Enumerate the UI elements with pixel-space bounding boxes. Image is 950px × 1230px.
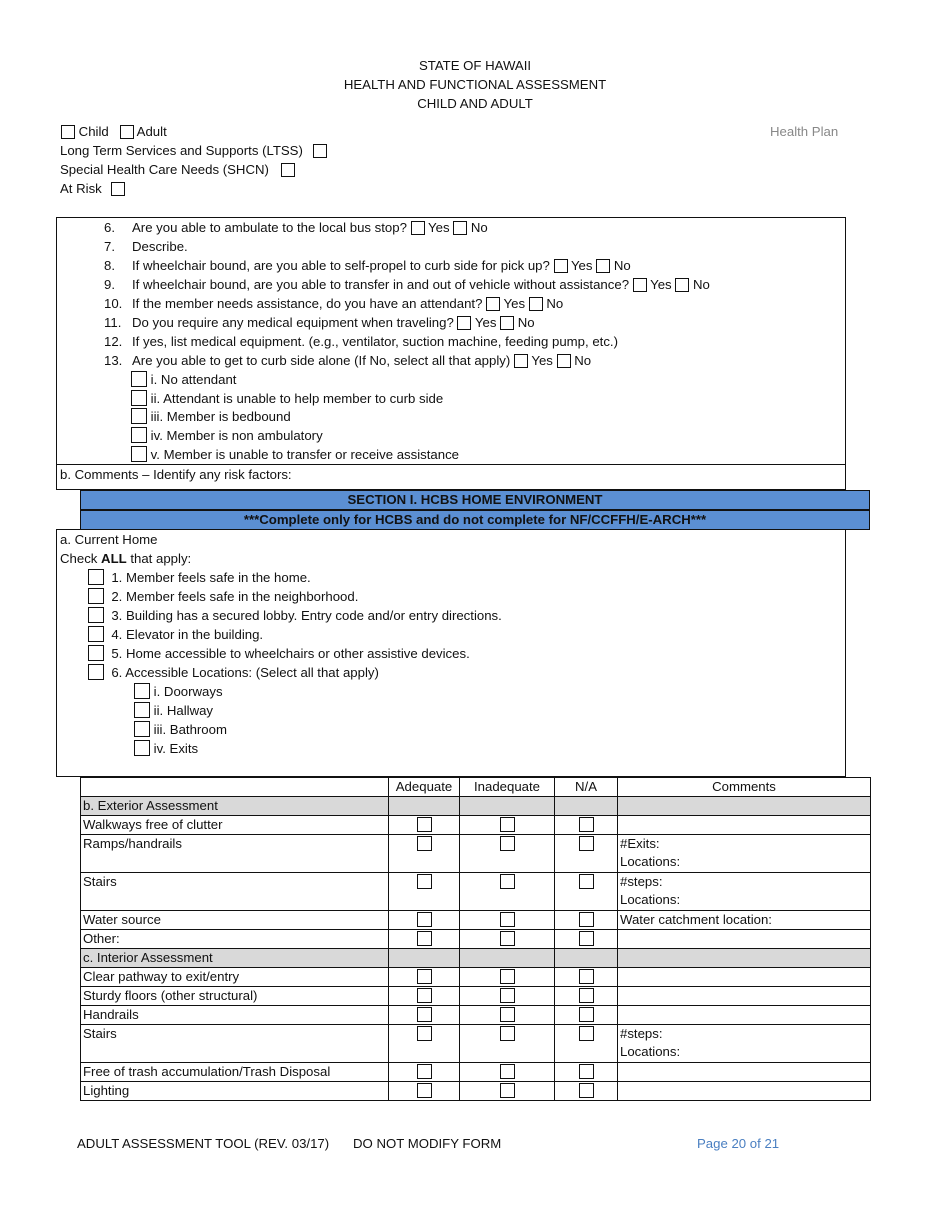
adequate-checkbox[interactable] [417,988,432,1003]
home-item-3: 3. Building has a secured lobby. Entry code and/or entry directions. [88,606,502,625]
q9-no-checkbox[interactable] [675,278,689,292]
q6-no-checkbox[interactable] [453,221,467,235]
inadequate-checkbox[interactable] [500,1064,515,1079]
q13-sub-ii-checkbox[interactable] [131,390,147,406]
na-checkbox[interactable] [579,912,594,927]
location-exits: iv. Exits [134,739,198,758]
ltss-label: Long Term Services and Supports (LTSS) [60,143,303,158]
comment-cell[interactable]: #steps: Locations: [618,1025,871,1063]
location-bathroom-checkbox[interactable] [134,721,150,737]
na-checkbox[interactable] [579,836,594,851]
table-row [81,1082,871,1101]
location-hallway: ii. Hallway [134,701,213,720]
table-row [81,1025,871,1063]
row-label: Clear pathway to exit/entry [81,968,389,987]
comment-cell[interactable] [618,968,871,987]
table-row [81,911,871,930]
child-option [61,122,167,141]
q13-sub-iii: iii. Member is bedbound [131,407,291,426]
question-8: 8. If wheelchair bound, are you able to self-propel to curb side for pick up? Yes No [104,258,631,273]
child-label: Child [78,124,109,139]
table-row [81,968,871,987]
comments-label: b. Comments – Identify any risk factors: [60,467,292,482]
na-checkbox[interactable] [579,1026,594,1041]
header-na: N/A [555,778,618,797]
q8-yes-checkbox[interactable] [554,259,568,273]
location-bathroom: iii. Bathroom [134,720,227,739]
at-risk-label: At Risk [60,181,102,196]
shcn-label: Special Health Care Needs (SHCN) [60,162,269,177]
table-row [81,930,871,949]
home-item-5-checkbox[interactable] [88,645,104,661]
adequate-checkbox[interactable] [417,874,432,889]
shcn-option [60,160,295,179]
question-7: 7. Describe. [104,239,188,254]
location-doorways: i. Doorways [134,682,223,701]
exterior-section-row [81,797,871,816]
home-item-2: 2. Member feels safe in the neighborhood. [88,587,358,606]
interior-section-title: c. Interior Assessment [81,949,389,968]
q11-yes-checkbox[interactable] [457,316,471,330]
q9-yes-checkbox[interactable] [633,278,647,292]
child-checkbox[interactable] [61,125,75,139]
inadequate-checkbox[interactable] [500,836,515,851]
at-risk-option [60,179,125,198]
q13-sub-v: v. Member is unable to transfer or receive assistance [131,445,459,464]
row-label: Other: [81,930,389,949]
adequate-checkbox[interactable] [417,817,432,832]
table-row [81,1006,871,1025]
comment-cell[interactable] [618,1006,871,1025]
q13-sub-iii-checkbox[interactable] [131,408,147,424]
home-item-4-checkbox[interactable] [88,626,104,642]
home-item-6: 6. Accessible Locations: (Select all that apply) [88,663,379,682]
home-item-6-checkbox[interactable] [88,664,104,680]
adequate-checkbox[interactable] [417,931,432,946]
q11-no-checkbox[interactable] [500,316,514,330]
table-row [81,1063,871,1082]
comment-cell[interactable] [618,1082,871,1101]
comment-cell[interactable]: #steps: Locations: [618,873,871,911]
header-adequate: Adequate [389,778,460,797]
location-exits-checkbox[interactable] [134,740,150,756]
assessment-table [80,777,871,1101]
row-label: Handrails [81,1006,389,1025]
page-number: Page 20 of 21 [697,1136,780,1151]
inadequate-checkbox[interactable] [500,912,515,927]
row-label: Sturdy floors (other structural) [81,987,389,1006]
home-item-1-checkbox[interactable] [88,569,104,585]
comment-cell[interactable] [618,816,871,835]
inadequate-checkbox[interactable] [500,817,515,832]
na-checkbox[interactable] [579,1007,594,1022]
question-13: 13. Are you able to get to curb side alone (If No, select all that apply) Yes No [104,353,592,368]
location-hallway-checkbox[interactable] [134,702,150,718]
comment-cell[interactable]: Water catchment location: [618,911,871,930]
table-row [81,835,871,873]
question-9: 9. If wheelchair bound, are you able to transfer in and out of vehicle without assistance? Yes No [104,277,710,292]
adequate-checkbox[interactable] [417,1007,432,1022]
table-row [81,987,871,1006]
na-checkbox[interactable] [579,817,594,832]
home-item-4: 4. Elevator in the building. [88,625,263,644]
inadequate-checkbox[interactable] [500,874,515,889]
row-label: Stairs [81,1025,389,1063]
na-checkbox[interactable] [579,874,594,889]
at-risk-checkbox[interactable] [111,182,125,196]
q13-yes-checkbox[interactable] [514,354,528,368]
question-11: 11. Do you require any medical equipment when traveling? Yes No [104,315,535,330]
q13-sub-i: i. No attendant [131,370,236,389]
footer-tool-name: ADULT ASSESSMENT TOOL (REV. 03/17) [77,1136,330,1151]
form-title: HEALTH AND FUNCTIONAL ASSESSMENT [343,77,607,92]
table-header-row [81,778,871,797]
adult-label: Adult [136,124,167,139]
table-row [81,816,871,835]
inadequate-checkbox[interactable] [500,1007,515,1022]
q10-yes-checkbox[interactable] [486,297,500,311]
inadequate-checkbox[interactable] [500,1026,515,1041]
question-10: 10. If the member needs assistance, do you have an attendant? Yes No [104,296,564,311]
row-label: Walkways free of clutter [81,816,389,835]
row-label: Lighting [81,1082,389,1101]
adult-checkbox[interactable] [120,125,134,139]
question-6: 6. Are you able to ambulate to the local bus stop? Yes No [104,220,488,235]
comment-cell[interactable] [618,987,871,1006]
interior-section-row [81,949,871,968]
row-label: Stairs [81,873,389,911]
home-item-2-checkbox[interactable] [88,588,104,604]
section-subtitle: ***Complete only for HCBS and do not complete for NF/CCFFH/E-ARCH*** [80,510,870,530]
inadequate-checkbox[interactable] [500,988,515,1003]
q13-sub-i-checkbox[interactable] [131,371,147,387]
row-label: Ramps/handrails [81,835,389,873]
shcn-checkbox[interactable] [281,163,295,177]
home-item-1: 1. Member feels safe in the home. [88,568,311,587]
header-inadequate: Inadequate [460,778,555,797]
q10-no-checkbox[interactable] [529,297,543,311]
q6-yes-checkbox[interactable] [411,221,425,235]
comment-cell[interactable] [618,930,871,949]
inadequate-checkbox[interactable] [500,931,515,946]
na-checkbox[interactable] [579,1083,594,1098]
header-comments: Comments [618,778,871,797]
exterior-section-title: b. Exterior Assessment [81,797,389,816]
na-checkbox[interactable] [579,1064,594,1079]
header-empty [81,778,389,797]
row-label: Water source [81,911,389,930]
table-row [81,873,871,911]
adequate-checkbox[interactable] [417,912,432,927]
question-12: 12. If yes, list medical equipment. (e.g., ventilator, suction machine, feeding pump, etc.) [104,334,618,349]
q8-no-checkbox[interactable] [596,259,610,273]
inadequate-checkbox[interactable] [500,969,515,984]
current-home-title: a. Current Home [60,532,158,547]
health-plan-label: Health Plan [770,124,839,139]
ltss-option [60,141,327,160]
adequate-checkbox[interactable] [417,1026,432,1041]
adequate-checkbox[interactable] [417,1064,432,1079]
adequate-checkbox[interactable] [417,969,432,984]
na-checkbox[interactable] [579,931,594,946]
footer-warning: DO NOT MODIFY FORM [353,1136,502,1151]
location-doorways-checkbox[interactable] [134,683,150,699]
form-state-title: STATE OF HAWAII [418,58,532,73]
home-item-3-checkbox[interactable] [88,607,104,623]
home-item-5: 5. Home accessible to wheelchairs or other assistive devices. [88,644,470,663]
row-label: Free of trash accumulation/Trash Disposal [81,1063,389,1082]
q13-no-checkbox[interactable] [557,354,571,368]
section-title: SECTION I. HCBS HOME ENVIRONMENT [80,490,870,510]
adequate-checkbox[interactable] [417,1083,432,1098]
na-checkbox[interactable] [579,988,594,1003]
comment-cell[interactable]: #Exits: Locations: [618,835,871,873]
q13-sub-v-checkbox[interactable] [131,446,147,462]
q13-sub-ii: ii. Attendant is unable to help member to curb side [131,389,443,408]
check-all-instruction: Check ALL that apply: [60,551,192,566]
adequate-checkbox[interactable] [417,836,432,851]
q13-sub-iv-checkbox[interactable] [131,427,147,443]
inadequate-checkbox[interactable] [500,1083,515,1098]
ltss-checkbox[interactable] [313,144,327,158]
na-checkbox[interactable] [579,969,594,984]
form-subtitle: CHILD AND ADULT [417,96,533,111]
q13-sub-iv: iv. Member is non ambulatory [131,426,323,445]
comment-cell[interactable] [618,1063,871,1082]
